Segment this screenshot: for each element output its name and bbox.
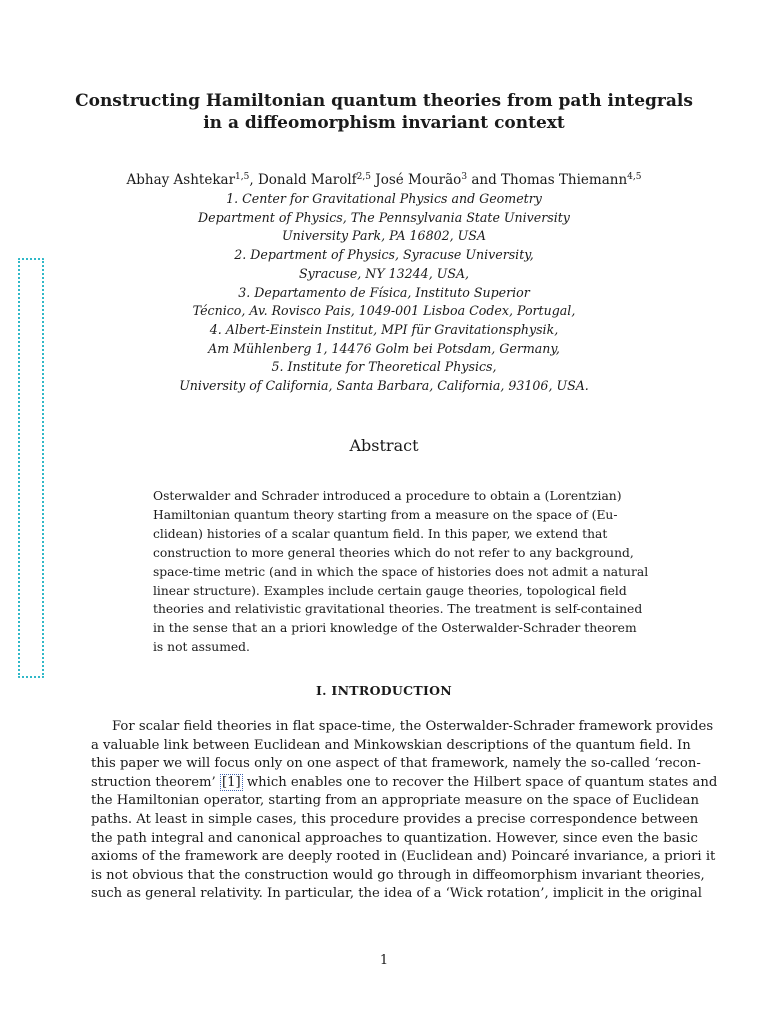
- body-line: the path integral and canonical approaches to quantization. However, since even the basic: [91, 830, 698, 846]
- abstract-heading: Abstract: [349, 436, 419, 455]
- title-line: Constructing Hamiltonian quantum theories from path integrals: [75, 91, 693, 111]
- affiliations: [60, 190, 708, 396]
- abstract-line: is not assumed.: [153, 640, 250, 655]
- body-line: For scalar field theories in flat space-time, the Osterwalder-Schrader framework provides: [112, 719, 714, 734]
- body-line: is not obvious that the construction would go through in diffeomorphism invariant theories,: [91, 867, 705, 883]
- author-name: José Mourão: [370, 172, 462, 188]
- abstract-line: clidean) histories of a scalar quantum field. In this paper, we extend that: [153, 526, 608, 541]
- citation-link[interactable]: [1]: [221, 774, 241, 790]
- author-affiliation-mark: 4,5: [627, 172, 642, 182]
- abstract-line: construction to more general theories which do not refer to any background,: [153, 545, 634, 560]
- affiliation-line: 3. Departamento de Física, Instituto Superior: [238, 284, 530, 300]
- abstract-line: space-time metric (and in which the space of histories does not admit a natural: [153, 564, 649, 579]
- abstract-line: in the sense that an a priori knowledge of the Osterwalder-Schrader theorem: [153, 621, 637, 636]
- affiliation-line: 4. Albert-Einstein Institut, MPI für Gravitationsphysik,: [209, 321, 559, 337]
- affiliation-line: University Park, PA 16802, USA: [282, 228, 486, 244]
- abstract-line: theories and relativistic gravitational theories. The treatment is self-contained: [153, 602, 643, 617]
- body-line: this paper we will focus only on one aspect of that framework, namely the so-called ‘recon-: [91, 756, 701, 772]
- author-affiliation-mark: 2,5: [356, 172, 371, 182]
- author-name: Abhay Ashtekar: [126, 172, 236, 188]
- author-list: [60, 171, 708, 189]
- body-text: struction theorem’: [91, 774, 220, 790]
- body-line: paths. At least in simple cases, this procedure provides a precise correspondence between: [91, 811, 699, 827]
- body-line: the Hamiltonian operator, starting from an appropriate measure on the space of Euclidean: [91, 793, 699, 809]
- abstract-line: Hamiltonian quantum theory starting from a measure on the space of (Eu-: [153, 507, 618, 522]
- author-affiliation-mark: 1,5: [235, 172, 250, 182]
- title-line: in a diffeomorphism invariant context: [203, 113, 565, 133]
- margin-link-box[interactable]: [18, 258, 44, 678]
- affiliation-line: Am Mühlenberg 1, 14476 Golm bei Potsdam, Germany,: [208, 340, 560, 356]
- affiliation-line: 1. Center for Gravitational Physics and Geometry: [226, 191, 542, 206]
- abstract-line: linear structure). Examples include certain gauge theories, topological field: [153, 583, 627, 598]
- body-line: axioms of the framework are deeply rooted in (Euclidean and) Poincaré invariance, a priori it: [91, 849, 716, 865]
- affiliation-line: Department of Physics, The Pennsylvania State University: [198, 209, 570, 225]
- body-line: such as general relativity. In particular, the idea of a ‘Wick rotation’, implicit in the original: [91, 886, 702, 902]
- introduction-body: [91, 718, 718, 904]
- author-affiliation-mark: 3: [461, 172, 468, 182]
- body-text: which enables one to recover the Hilbert space of quantum states and: [242, 774, 718, 790]
- abstract-line: Osterwalder and Schrader introduced a procedure to obtain a (Lorentzian): [153, 489, 622, 503]
- abstract-body: [153, 487, 649, 657]
- affiliation-line: Syracuse, NY 13244, USA,: [298, 265, 470, 281]
- author-name: and Thomas Thiemann: [467, 172, 628, 188]
- affiliation-line: Técnico, Av. Rovisco Pais, 1049-001 Lisboa Codex, Portugal,: [192, 303, 576, 319]
- body-line: [91, 774, 718, 793]
- page-number: 1: [379, 953, 389, 968]
- author-name: , Donald Marolf: [249, 172, 357, 188]
- body-line: a valuable link between Euclidean and Minkowskian descriptions of the quantum field. In: [91, 737, 691, 753]
- affiliation-line: 2. Department of Physics, Syracuse University,: [234, 247, 534, 263]
- paper-title: [60, 90, 708, 134]
- affiliation-line: University of California, Santa Barbara, California, 93106, USA.: [179, 378, 589, 394]
- section-heading-introduction: I. INTRODUCTION: [315, 683, 453, 698]
- affiliation-line: 5. Institute for Theoretical Physics,: [271, 359, 497, 375]
